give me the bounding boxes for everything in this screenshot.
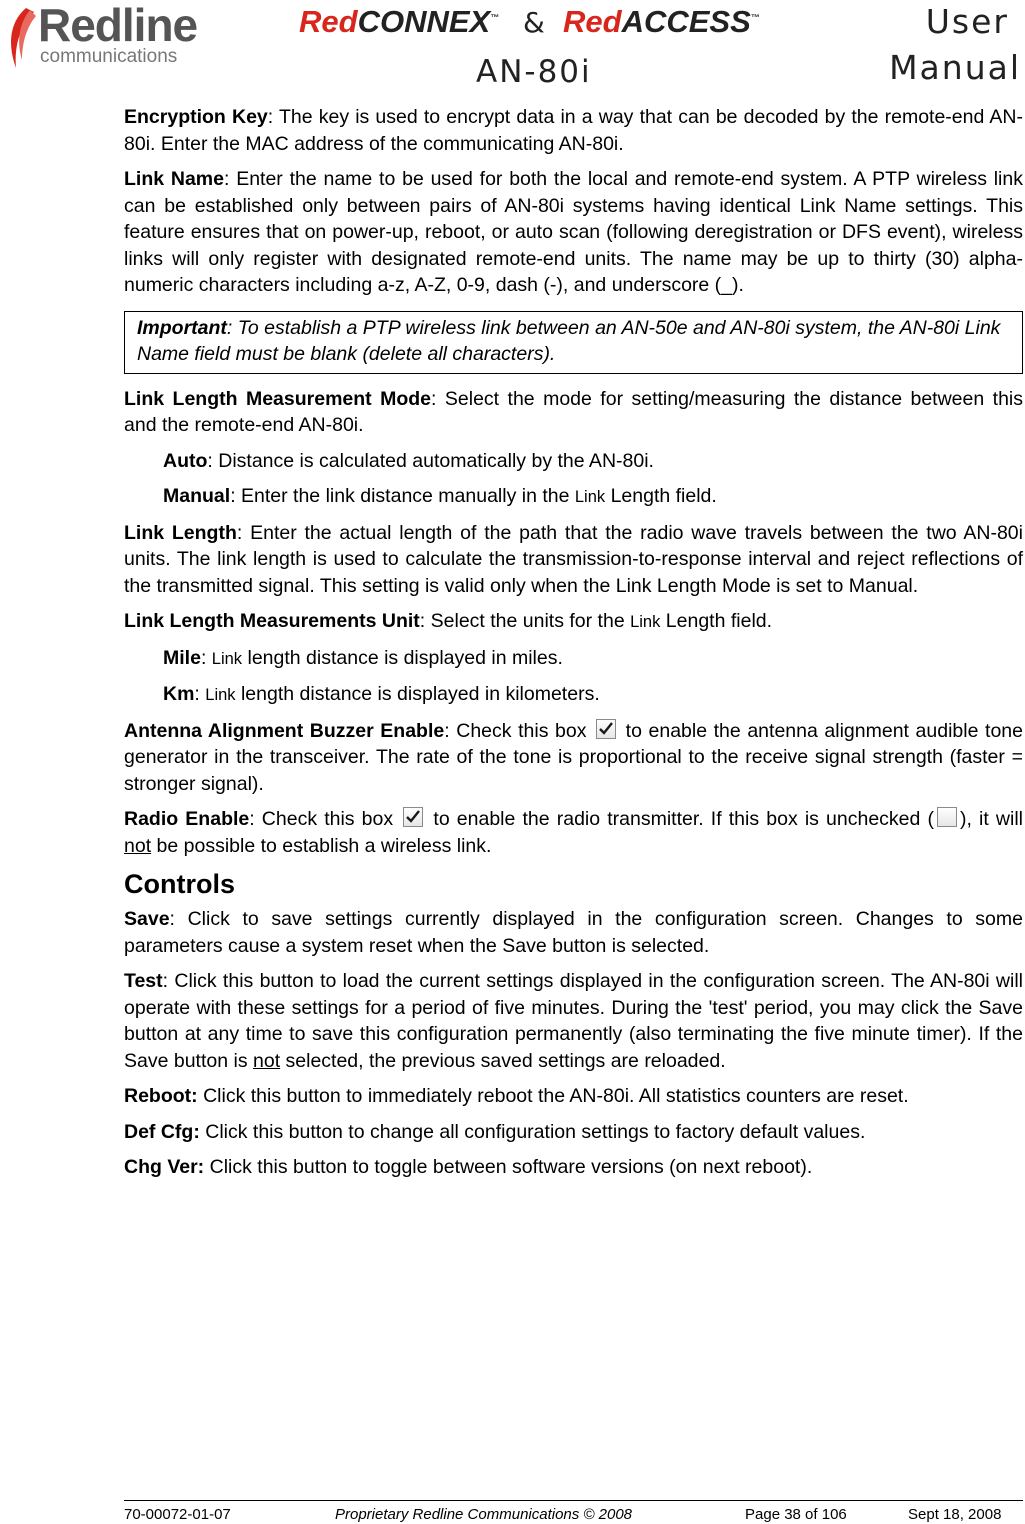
doc-title-user: User xyxy=(925,2,1009,41)
radio-enable-paragraph: Radio Enable: Check this box to enable the radio transmitter. If this box is unchecked ( ), it will not be possible to establish a wireless link. xyxy=(124,808,1024,857)
footer-doc-number: 70-00072-01-07 xyxy=(124,1506,231,1523)
logo-subtitle: communications xyxy=(40,46,178,67)
footer-date: Sept 18, 2008 xyxy=(908,1506,1002,1523)
brand-ampersand: & xyxy=(523,6,545,39)
link-length-mode-paragraph: Link Length Measurement Mode: Select the mode for setting/measuring the distance between this and the remote-end AN-80i. xyxy=(124,387,1023,436)
manual-mode-item: Manual: Enter the link distance manually in the Link Length field. xyxy=(163,485,717,507)
footer-copyright: Proprietary Redline Communications © 2008 xyxy=(335,1506,633,1523)
redline-swoosh-icon xyxy=(4,6,38,72)
link-length-paragraph: Link Length: Enter the actual length of the path that the radio wave travels between the two AN-80i units. The link length is used to calculate the transmission-to-response interval and reject reflections of the transmitted signal. This setting is valid only when the Link Length Mode is set to Manual. xyxy=(124,521,1023,597)
doc-title-manual: Manual xyxy=(889,48,1021,87)
auto-mode-item: Auto: Distance is calculated automatically by the AN-80i. xyxy=(163,449,654,472)
buzzer-enable-paragraph: Antenna Alignment Buzzer Enable: Check this box to enable the antenna alignment audible tone generator in the transceiver. The rate of the tone is proportional to the receive signal strength (faster = stronger signal). xyxy=(124,719,1023,795)
redline-logo xyxy=(4,0,214,74)
redaccess-brand: RedACCESS™ xyxy=(563,4,760,39)
reboot-control-paragraph: Reboot: Click this button to immediately reboot the AN-80i. All statistics counters are reset. xyxy=(124,1085,909,1107)
mile-unit-item: Mile: Link length distance is displayed in miles. xyxy=(163,646,563,669)
footer-page-number: Page 38 of 106 xyxy=(745,1506,847,1523)
checked-checkbox-icon xyxy=(596,719,616,739)
logo-name: Redline xyxy=(38,0,198,51)
test-control-paragraph: Test: Click this button to load the current settings displayed in the configuration screen. The AN-80i will operate with these settings for a period of five minutes. During the 'test' period, you may click the Save button at any time to save this configuration permanently (also terminating the five minute timer). If the Save button is not selected, the previous saved settings are reloaded. xyxy=(124,970,1023,1072)
encryption-key-paragraph: Encryption Key: The key is used to encrypt data in a way that can be decoded by the remote-end AN-80i. Enter the MAC address of the communicating AN-80i. xyxy=(124,106,1023,155)
measurement-unit-paragraph: Link Length Measurements Unit: Select the units for the Link Length field. xyxy=(124,610,773,632)
checked-checkbox-icon xyxy=(403,807,423,827)
footer-divider xyxy=(124,1500,1023,1501)
link-name-paragraph: Link Name: Enter the name to be used for both the local and remote-end system. A PTP wireless link can be established only between pairs of AN-80i systems having identical Link Name settings. This feature ensures that on power-up, reboot, or auto scan (following deregistration or DFS event), wireless links will only register with designated remote-end units. The name may be up to thirty (30) alpha-numeric characters including a-z, A-Z, 0-9, dash (-), and underscore (_). xyxy=(124,168,1023,296)
km-unit-item: Km: Link length distance is displayed in kilometers. xyxy=(163,683,600,705)
defcfg-control-paragraph: Def Cfg: Click this button to change all configuration settings to factory default values. xyxy=(124,1120,866,1143)
unchecked-checkbox-icon xyxy=(937,807,957,827)
controls-heading: Controls xyxy=(124,869,235,899)
save-control-paragraph: Save: Click to save settings currently displayed in the configuration screen. Changes to some parameters cause a system reset when the Save button is selected. xyxy=(124,908,1023,957)
document-body xyxy=(124,104,1023,1190)
important-note: Important: To establish a PTP wireless link between an AN-50e and AN-80i system, the AN-80i Link Name field must be blank (delete all characters). xyxy=(124,311,1023,374)
page-header xyxy=(0,0,1025,95)
product-name: AN-80i xyxy=(476,54,592,90)
chgver-control-paragraph: Chg Ver: Click this button to toggle between software versions (on next reboot). xyxy=(124,1156,813,1178)
redconnex-brand: RedCONNEX™ xyxy=(299,4,500,39)
